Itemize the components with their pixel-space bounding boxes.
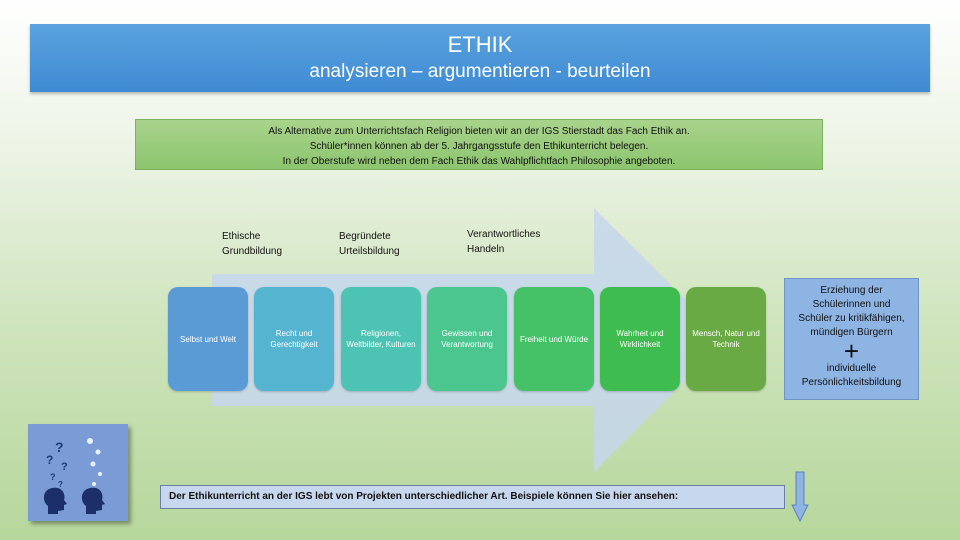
thinking-heads-image	[28, 424, 128, 521]
label-verantwortliches-handeln: Verantwortliches Handeln	[467, 229, 541, 255]
svg-text:?: ?	[46, 453, 54, 467]
card-wahrheit-und-wirklichkeit: Wahrheit und Wirklichkeit	[600, 287, 680, 391]
card-religionen-weltbilder-kulturen: Religionen, Weltbilder, Kulturen	[341, 287, 421, 391]
svg-text:?: ?	[55, 439, 64, 455]
projects-link-bar[interactable]	[160, 485, 785, 509]
goal-box: Erziehung der Schülerinnen und Schüler zu kritikfähigen, mündigen Bürgern + individuelle Persönlichkeitsbildung	[784, 278, 919, 400]
svg-text:?: ?	[61, 461, 68, 473]
page-subtitle: analysieren – argumentieren - beurteilen	[309, 61, 651, 82]
card-mensch-natur-technik: Mensch, Natur und Technik	[686, 287, 766, 391]
plus-symbol: +	[843, 336, 860, 366]
svg-text:?: ?	[50, 472, 56, 482]
label-ethische-grundbildung: Ethische Grundbildung	[222, 231, 283, 257]
label-begruendete-urteilsbildung: Begründete Urteilsbildung	[339, 231, 400, 257]
intro-line-1: Als Alternative zum Unterrichtsfach Religion bieten wir an der IGS Stierstadt das Fach Ethik an.	[268, 126, 690, 137]
card-freiheit-und-wuerde: Freiheit und Würde	[514, 287, 594, 391]
down-arrow-icon[interactable]	[791, 471, 809, 523]
intro-line-3: In der Oberstufe wird neben dem Fach Ethik das Wahlpflichtfach Philosophie angeboten.	[282, 156, 676, 167]
thinking-heads-icon	[28, 424, 128, 521]
card-selbst-und-welt: Selbst und Welt	[168, 287, 248, 391]
svg-text:?: ?	[58, 480, 63, 489]
intro-line-2: Schüler*innen können ab der 5. Jahrgangsstufe den Ethikunterricht belegen.	[309, 141, 649, 152]
card-recht-und-gerechtigkeit: Recht und Gerechtigkeit	[254, 287, 334, 391]
page-title: ETHIK	[447, 32, 513, 57]
card-gewissen-und-verantwortung: Gewissen und Verantwortung	[427, 287, 507, 391]
projects-text: Der Ethikunterricht an der IGS lebt von Projekten unterschiedlicher Art. Beispiele können Sie hier ansehen:	[169, 491, 679, 502]
